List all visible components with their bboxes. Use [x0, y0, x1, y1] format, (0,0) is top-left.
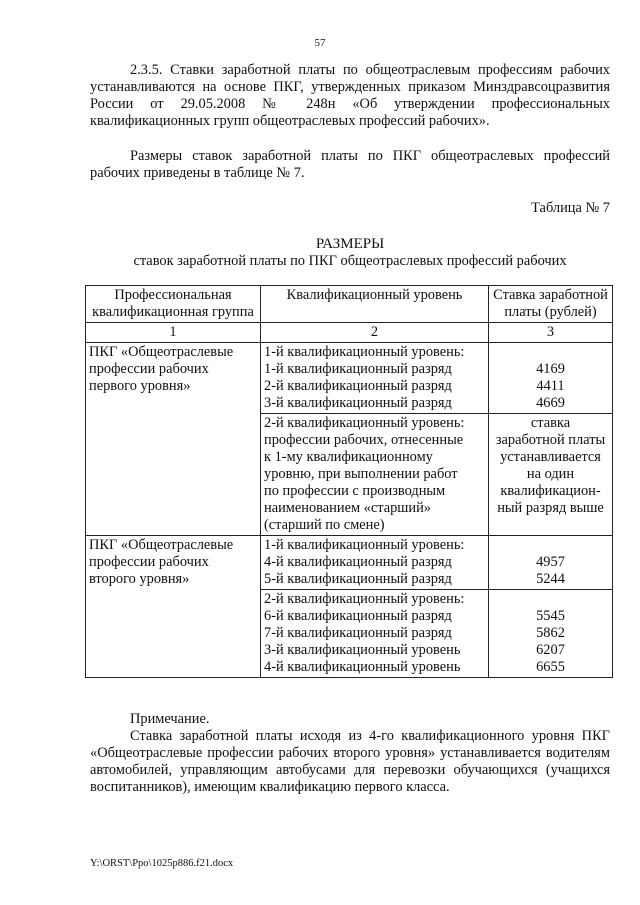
rate-value: 5244 — [536, 571, 565, 587]
rate-note-line: ставка — [530, 415, 571, 431]
level-line: 7-й квалификационный разряд — [264, 625, 452, 641]
level-line: 5-й квалификационный разряд — [264, 571, 452, 587]
table-label: Таблица № 7 — [531, 200, 610, 216]
level-line: 3-й квалификационный разряд — [264, 395, 452, 411]
level-line: 4-й квалификационный разряд — [264, 554, 452, 570]
rate-note-line: на один — [526, 466, 575, 482]
rate-value: 5545 — [536, 608, 565, 624]
level-cell — [261, 590, 489, 678]
rate-value: 4669 — [536, 395, 565, 411]
rate-value: 5862 — [536, 625, 565, 641]
salary-rates-table — [85, 285, 613, 678]
file-path-footer: Y:\ORST\Ppo\1025p886.f21.docx — [90, 858, 234, 869]
level-line: к 1-му квалификационному — [264, 449, 433, 465]
level-line: 1-й квалификационный уровень: — [264, 537, 465, 553]
rate-value: 6207 — [536, 642, 565, 658]
header-rate: Ставка заработной платы (рублей) — [489, 286, 613, 323]
level-cell — [261, 536, 489, 590]
note-text: Ставка заработной платы исходя из 4-го квалификационного уровня ПКГ «Общеотраслевые профессии рабочих второго уровня» устанавливается водителям автомобилей, управляющим автобусами для перевозки обучающихся (учащихся воспитанников), имеющим квалификацию первого класса. — [90, 728, 610, 795]
rate-note-line: ный разряд выше — [497, 500, 604, 516]
level-line: 3-й квалификационный уровень — [264, 642, 461, 658]
table-title: РАЗМЕРЫ — [315, 236, 385, 252]
group-name: ПКГ «Общеотраслевые профессии рабочих первого уровня» — [86, 343, 261, 536]
rate-value: 4957 — [536, 554, 565, 570]
column-number-row — [86, 323, 613, 343]
level-line: 1-й квалификационный уровень: — [264, 344, 465, 360]
level-line: (старший по смене) — [264, 517, 385, 533]
level-line: 2-й квалификационный разряд — [264, 378, 452, 394]
rate-note-line: квалификацион- — [500, 483, 601, 499]
level-cell — [261, 343, 489, 414]
rate-cell — [489, 343, 613, 414]
rate-cell — [489, 414, 613, 536]
rate-value: 4411 — [536, 378, 565, 394]
level-line: 2-й квалификационный уровень: — [264, 591, 465, 607]
level-line: наименованием «старший» — [264, 500, 431, 516]
table-row — [86, 343, 613, 414]
rate-note-line: устанавливается — [500, 449, 601, 465]
column-number: 2 — [261, 323, 489, 343]
paragraph-pkg-basis: 2.3.5. Ставки заработной платы по общеотраслевым профессиям рабочих устанавливаются на основе ПКГ, утвержденных приказом Минздравсоцразвития России от 29.05.2008 № 248н «Об утверждении профессиональных квалификационных групп общеотраслевых профессий рабочих». — [90, 62, 610, 129]
group-name: ПКГ «Общеотраслевые профессии рабочих второго уровня» — [86, 536, 261, 678]
header-group: Профессиональная квалификационная группа — [86, 286, 261, 323]
note-title: Примечание. — [130, 711, 210, 727]
level-line: 6-й квалификационный разряд — [264, 608, 452, 624]
rate-cell — [489, 590, 613, 678]
rate-cell — [489, 536, 613, 590]
column-number: 1 — [86, 323, 261, 343]
level-line: 4-й квалификационный уровень — [264, 659, 461, 675]
rate-value: 4169 — [536, 361, 565, 377]
level-line: уровню, при выполнении работ — [264, 466, 458, 482]
header-level: Квалификационный уровень — [261, 286, 489, 323]
rate-value: 6655 — [536, 659, 565, 675]
column-number: 3 — [489, 323, 613, 343]
page-number: 57 — [314, 37, 326, 49]
table-header-row — [86, 286, 613, 323]
rate-note-line: заработной платы — [495, 432, 606, 448]
paragraph-table-reference: Размеры ставок заработной платы по ПКГ общеотраслевых профессий рабочих приведены в таблице № 7. — [90, 148, 610, 181]
table-subtitle: ставок заработной платы по ПКГ общеотраслевых профессий рабочих — [133, 253, 567, 269]
level-line: по профессии с производным — [264, 483, 446, 499]
level-line: 2-й квалификационный уровень: — [264, 415, 465, 431]
level-line: профессии рабочих, отнесенные — [264, 432, 464, 448]
level-line: 1-й квалификационный разряд — [264, 361, 452, 377]
level-cell — [261, 414, 489, 536]
table-row — [86, 536, 613, 590]
